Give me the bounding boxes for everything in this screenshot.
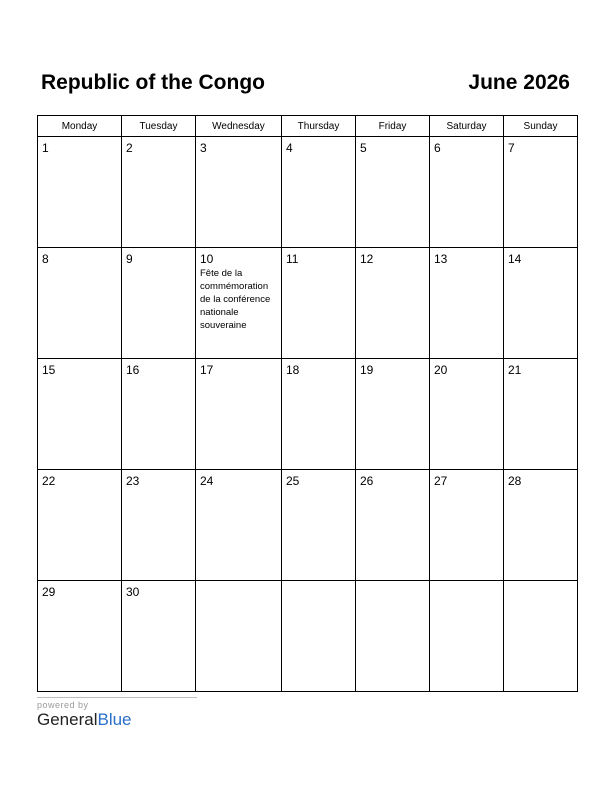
holiday-label: Fête de la commémoration de la conférence nationale souveraine (200, 268, 271, 331)
generalblue-logo (37, 710, 197, 730)
day-cell (356, 359, 430, 470)
day-number: 6 (434, 141, 441, 155)
day-number: 25 (286, 474, 300, 488)
day-number: 14 (508, 252, 522, 266)
day-cell (282, 359, 356, 470)
day-number: 12 (360, 252, 374, 266)
day-cell (504, 137, 578, 248)
day-cell (122, 581, 196, 692)
day-cell (356, 581, 430, 692)
day-number: 20 (434, 363, 448, 377)
day-number (504, 581, 577, 585)
day-number (356, 581, 429, 585)
day-cell (38, 248, 122, 359)
day-cell (282, 248, 356, 359)
day-cell (430, 137, 504, 248)
day-cell (38, 581, 122, 692)
day-cell (122, 359, 196, 470)
powered-by-text: powered by (37, 700, 89, 710)
day-cell (38, 137, 122, 248)
weekday-thursday: Thursday (282, 116, 356, 137)
day-number: 9 (126, 252, 133, 266)
logo-blue-text: Blue (97, 710, 132, 729)
weekday-friday: Friday (356, 116, 430, 137)
day-number: 24 (200, 474, 214, 488)
day-cell (282, 470, 356, 581)
day-cell (356, 137, 430, 248)
day-number: 18 (286, 363, 300, 377)
day-cell (356, 248, 430, 359)
weekday-monday: Monday (38, 116, 122, 137)
day-cell (504, 581, 578, 692)
day-cell (282, 137, 356, 248)
day-cell (196, 137, 282, 248)
logo-general-text: General (37, 710, 98, 729)
day-cell (504, 470, 578, 581)
day-number: 3 (200, 141, 207, 155)
day-cell (430, 470, 504, 581)
day-number: 5 (360, 141, 367, 155)
day-number: 13 (434, 252, 448, 266)
day-number: 8 (42, 252, 49, 266)
day-number: 17 (200, 363, 214, 377)
day-number: 10 (200, 252, 214, 266)
day-cell (504, 248, 578, 359)
day-cell (430, 581, 504, 692)
day-number: 15 (42, 363, 56, 377)
day-number: 11 (286, 252, 299, 266)
day-cell (196, 248, 282, 359)
day-cell (38, 470, 122, 581)
weekday-sunday: Sunday (504, 116, 578, 137)
day-cell (196, 470, 282, 581)
weekday-wednesday: Wednesday (196, 116, 282, 137)
weekday-tuesday: Tuesday (122, 116, 196, 137)
day-number: 27 (434, 474, 448, 488)
week-row (38, 581, 578, 692)
calendar-grid (37, 115, 578, 692)
day-number: 30 (126, 585, 140, 599)
weekday-saturday: Saturday (430, 116, 504, 137)
day-cell (430, 248, 504, 359)
day-cell (38, 359, 122, 470)
day-number: 4 (286, 141, 293, 155)
day-cell (282, 581, 356, 692)
day-cell (430, 359, 504, 470)
day-number: 22 (42, 474, 56, 488)
day-cell (122, 470, 196, 581)
day-cell (504, 359, 578, 470)
day-number: 23 (126, 474, 140, 488)
day-number (196, 581, 281, 585)
day-number (430, 581, 503, 585)
week-row (38, 137, 578, 248)
country-title: Republic of the Congo (41, 71, 265, 94)
month-title: June 2026 (468, 71, 570, 94)
week-row (38, 470, 578, 581)
day-number: 19 (360, 363, 374, 377)
day-number: 28 (508, 474, 522, 488)
day-number: 1 (42, 141, 49, 155)
day-number: 2 (126, 141, 133, 155)
footer (37, 697, 197, 730)
week-row (38, 248, 578, 359)
day-cell (122, 248, 196, 359)
day-cell (196, 359, 282, 470)
day-number: 7 (508, 141, 515, 155)
day-cell (196, 581, 282, 692)
day-number: 16 (126, 363, 140, 377)
day-cell (356, 470, 430, 581)
day-cell (122, 137, 196, 248)
day-number: 29 (42, 585, 56, 599)
weekday-header-row (38, 116, 578, 137)
week-row (38, 359, 578, 470)
day-number: 21 (508, 363, 522, 377)
day-number (282, 581, 355, 585)
day-number: 26 (360, 474, 374, 488)
